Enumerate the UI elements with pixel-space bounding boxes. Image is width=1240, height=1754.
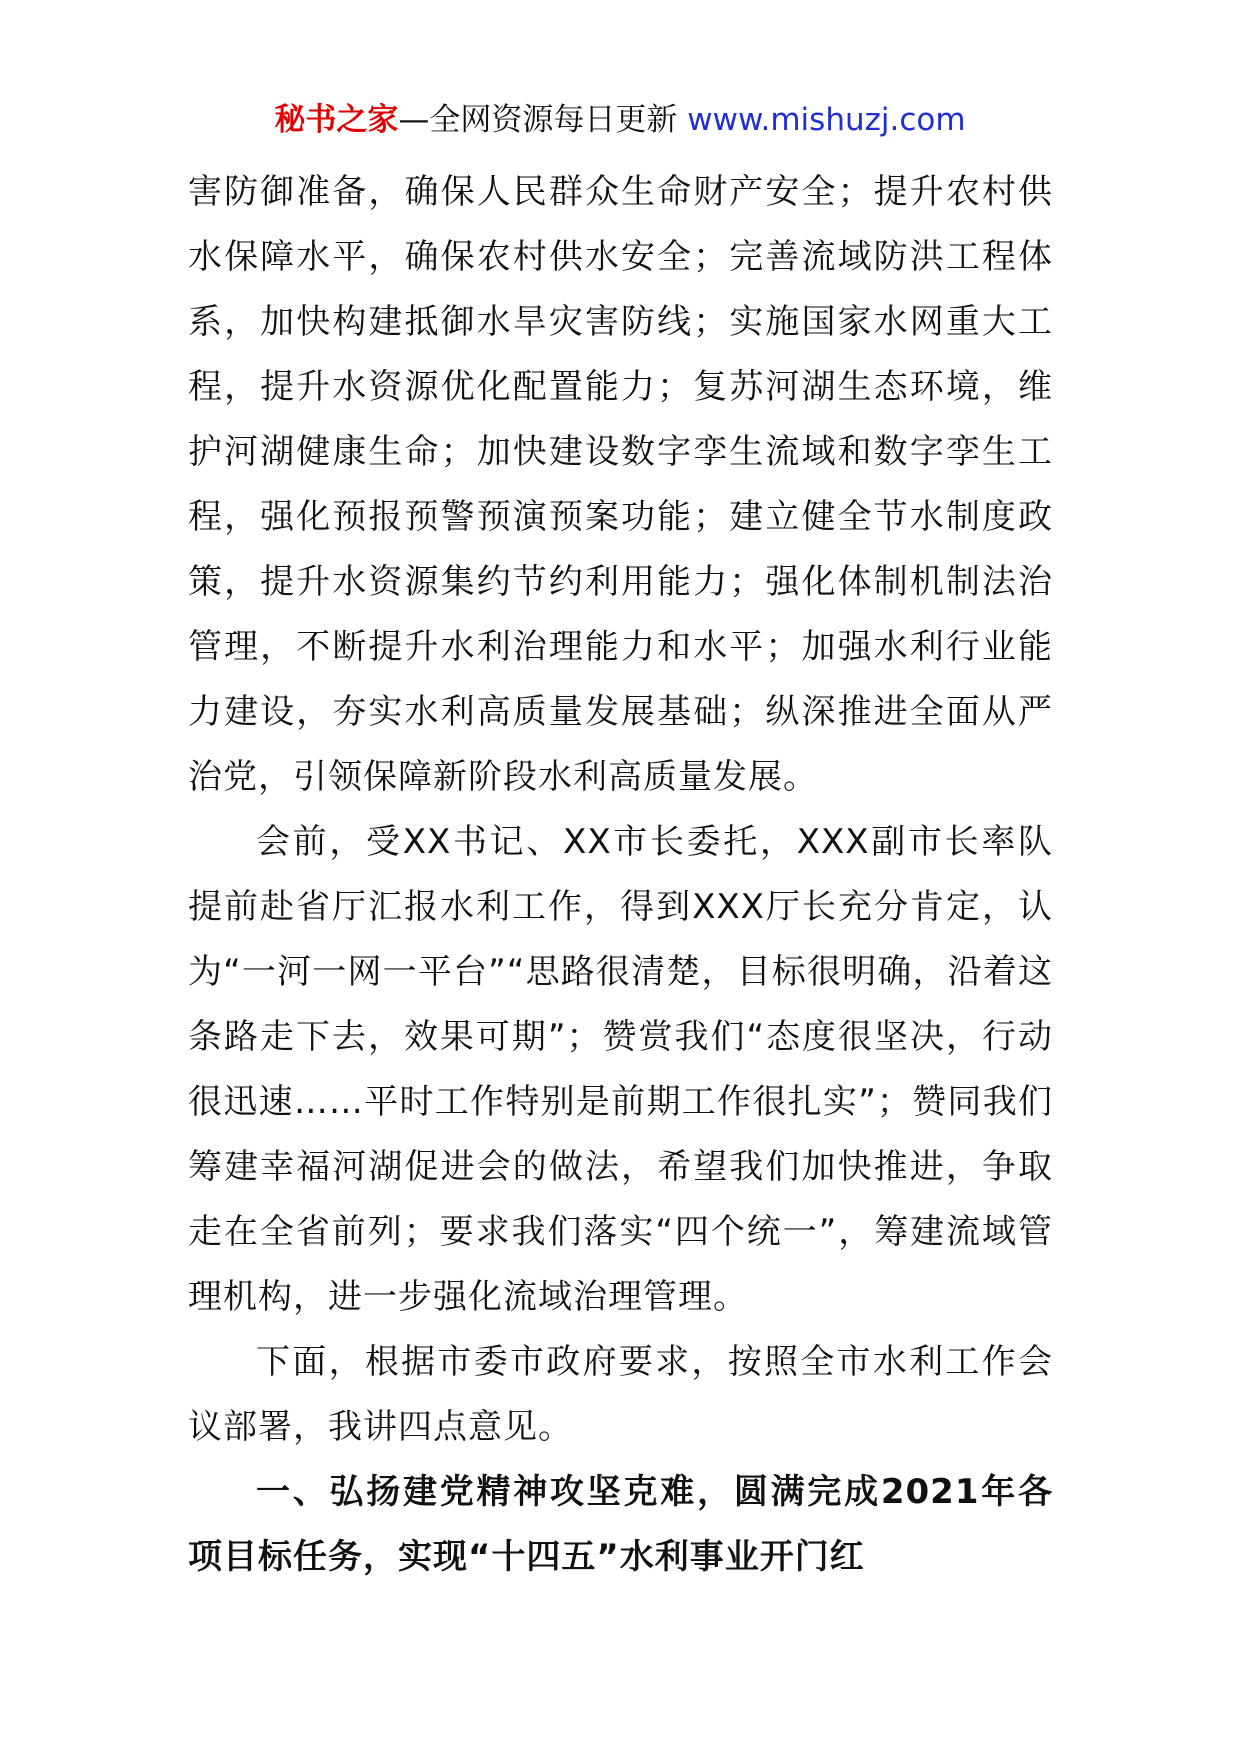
- section-heading-one: 一、弘扬建党精神攻坚克难，圆满完成2021年各项目标任务，实现“十四五”水利事业开门红: [188, 1472, 1053, 1577]
- paragraph-continued: 害防御准备，确保人民群众生命财产安全；提升农村供水保障水平，确保农村供水安全；完善流域防洪工程体系，加快构建抵御水旱灾害防线；实施国家水网重大工程，提升水资源优化配置能力；复苏河湖生态环境，维护河湖健康生命；加快建设数字孪生流域和数字孪生工程，强化预报预警预演预案功能；建立健全节水制度政策，提升水资源集约节约利用能力；强化体制机制法治管理，不断提升水利治理能力和水平；加强水利行业能力建设，夯实水利高质量发展基础；纵深推进全面从严治党，引领保障新阶段水利高质量发展。: [188, 172, 1053, 797]
- site-brand: 秘书之家: [274, 102, 399, 138]
- document-body: [188, 160, 1053, 1590]
- site-url-link[interactable]: www.mishuzj.com: [687, 102, 966, 138]
- paragraph-meeting-report: 会前，受XX书记、XX市长委托，XXX副市长率队提前赴省厅汇报水利工作，得到XXX厅长充分肯定，认为“一河一网一平台”“思路很清楚，目标很明确，沿着这条路走下去，效果可期”；赞赏我们“态度很坚决，行动很迅速……平时工作特别是前期工作很扎实”；赞同我们筹建幸福河湖促进会的做法，希望我们加快推进，争取走在全省前列；要求我们落实“四个统一”，筹建流域管理机构，进一步强化流域治理管理。: [188, 822, 1053, 1317]
- page-header: [0, 100, 1240, 140]
- site-slogan: —全网资源每日更新: [398, 102, 678, 138]
- paragraph-intro: 下面，根据市委市政府要求，按照全市水利工作会议部署，我讲四点意见。: [188, 1342, 1053, 1447]
